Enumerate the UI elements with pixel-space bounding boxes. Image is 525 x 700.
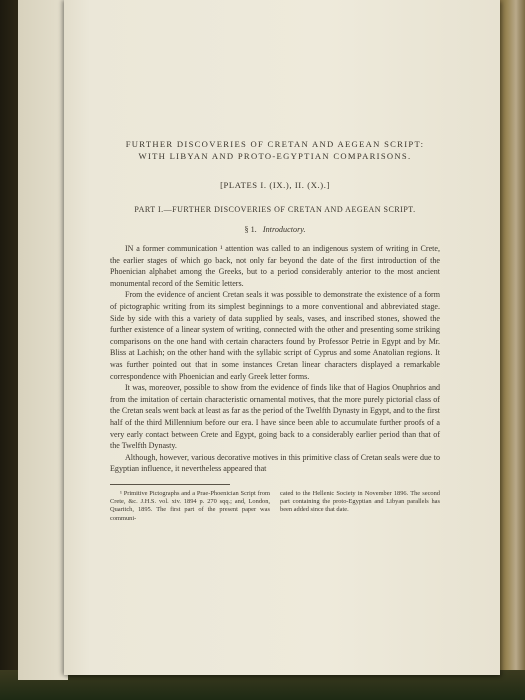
footnotes <box>110 490 440 523</box>
part-heading: PART I.—FURTHER DISCOVERIES OF CRETAN AND AEGEAN SCRIPT. <box>134 205 416 214</box>
body-text <box>110 243 440 475</box>
footnote-rule <box>110 484 230 485</box>
paragraph: It was, moreover, possible to show from the evidence of finds like that of Hagios Onuphrios and from the imitation of certain characteristic ornamental motives, that the more purely pictorial class of the Cretan seals went back at least as far as the period of the Twelfth Dynasty in Egypt, and to the first half of the third Millennium before our era. I have since been able to accumulate further proofs of a very early contact between Crete and Egypt, going back to a considerably earlier period than that of the Twelfth Dynasty. <box>110 383 440 451</box>
footnote-column-2: cated to the Hellenic Society in November 1896. The second part containing the proto-Egyptian and Libyan parallels has been added since that date. <box>280 489 440 514</box>
section-title: Introductory. <box>262 225 306 234</box>
section-number: § 1. <box>244 225 257 234</box>
footnote-column-1: ¹ Primitive Pictographs and a Prae-Phoenician Script from Crete, &c. J.H.S. vol. xiv. 1894 p. 270 sqq.; and, London, Quaritch, 1895. The first part of the present paper was communi- <box>110 489 270 522</box>
plates-reference: [PLATES I. (IX.), II. (X.).] <box>220 180 330 190</box>
paragraph: IN a former communication ¹ attention was called to an indigenous system of writing in Crete, the earlier stages of which go back, not only far beyond the date of the first introduction of the Phoenician alphabet among the Greeks, but to a period considerably anterior to the most ancient monumental record of the Semitic letters. <box>110 244 440 288</box>
title-line-2: WITH LIBYAN AND PROTO-EGYPTIAN COMPARISONS. <box>138 151 412 161</box>
article-title <box>110 138 440 162</box>
facing-page <box>18 0 68 680</box>
paragraph: From the evidence of ancient Cretan seals it was possible to demonstrate the existence of a form of pictographic writing from its simplest beginnings to a more conventional and abbreviated stage. Side by side with this a variety of data supplied by seals, vases, and inscribed stones, showed the further existence of a linear system of writing, connected with the other and presenting some striking comparisons on the one hand with certain characters found by Professor Petrie in Egypt and by Mr. Bliss at Lachish; on the other hand with the syllabic script of Cyprus and some Anatolian regions. It was further pointed out that in some instances Cretan linear characters displayed a remarkable correspondence with Phoenician and early Greek letter forms. <box>110 290 440 381</box>
section-heading <box>110 225 440 234</box>
paragraph: Although, however, various decorative motives in this primitive class of Cretan seals were due to Egyptian influence, it nevertheless appeared that <box>110 452 440 474</box>
title-line-1: FURTHER DISCOVERIES OF CRETAN AND AEGEAN SCRIPT: <box>125 139 425 149</box>
page-text <box>110 138 440 523</box>
book-page <box>64 0 500 675</box>
